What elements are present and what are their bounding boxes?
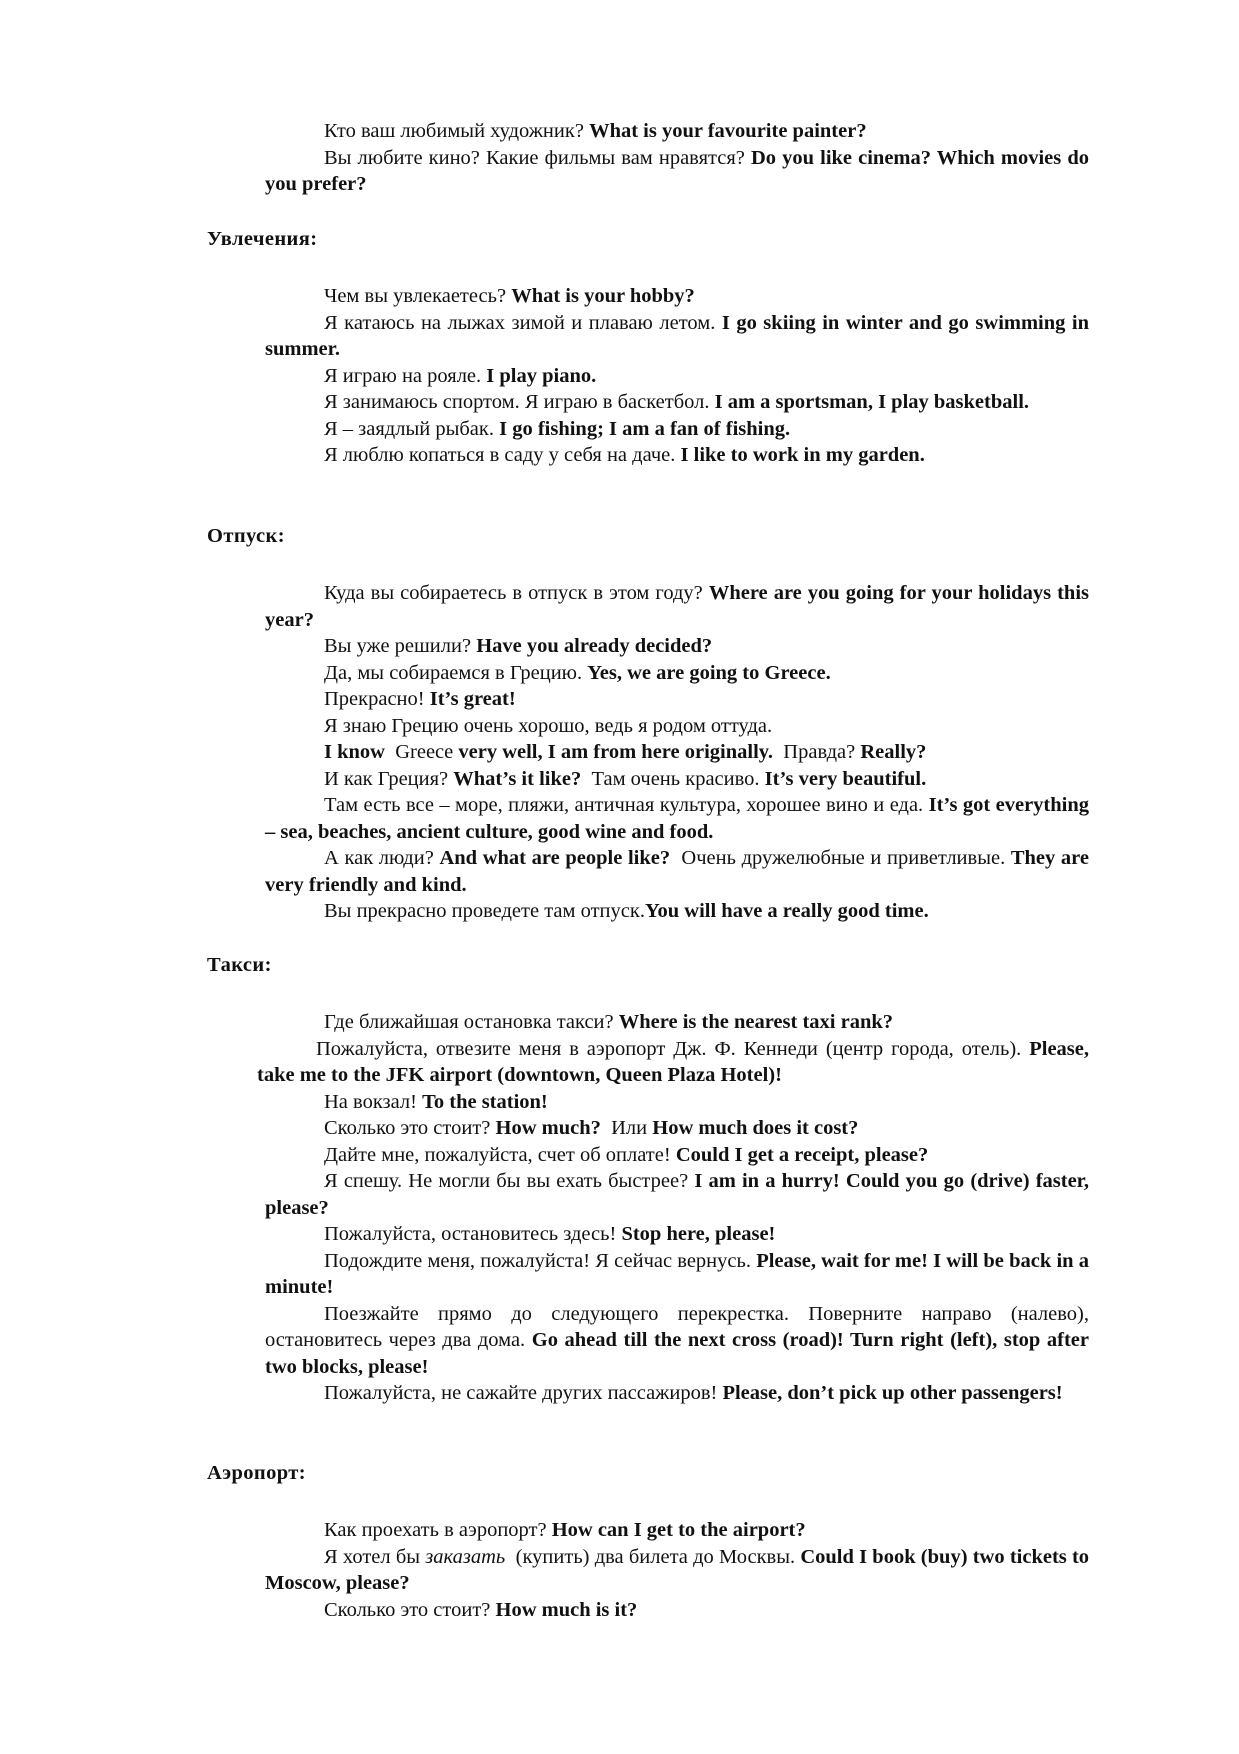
intro-block xyxy=(265,118,1089,198)
phrase-line: Где ближайшая остановка такси? Where is the nearest taxi rank? xyxy=(324,1011,894,1033)
taxi-block xyxy=(257,1009,1090,1407)
phrase-line: Я играю на рояле. I play piano. xyxy=(324,364,597,387)
phrase-line: Пожалуйста, отвезите меня в аэропорт Дж. Ф. Кеннеди (центр города, отель). Please, take me to the JFK airport (downtown, Queen Plaza Hotel)! xyxy=(257,1037,1090,1086)
phrase-line: Да, мы собираемся в Грецию. Yes, we are going to Greece. xyxy=(324,661,831,684)
phrase-line: Как проехать в аэропорт? How can I get to the airport? xyxy=(324,1519,806,1541)
phrase-line: Я спешу. Не могли бы вы ехать быстрее? I am in a hurry! Could you go (drive) faster, please? xyxy=(265,1170,1090,1219)
vacation-block xyxy=(265,580,1089,925)
phrase-line: Пожалуйста, не сажайте других пассажиров! Please, don’t pick up other passengers! xyxy=(324,1382,1063,1404)
phrase-line: Я – заядлый рыбак. I go fishing; I am a fan of fishing. xyxy=(324,417,791,440)
phrase-line: Поезжайте прямо до следующего перекрестка. Поверните направо (налево), остановитесь через два дома. Go ahead till the next cross (road)! Turn right (left), stop after two blocks, please! xyxy=(265,1302,1089,1378)
phrase-line: Вы любите кино? Какие фильмы вам нравятся? Do you like cinema? Which movies do you prefer? xyxy=(265,146,1090,195)
phrase-line: Вы уже решили? Have you already decided? xyxy=(324,635,713,657)
phrase-line: Дайте мне, пожалуйста, счет об оплате! Could I get a receipt, please? xyxy=(324,1143,929,1166)
section-heading-vacation: Отпуск: xyxy=(207,525,285,547)
phrase-line: Прекрасно! It’s great! xyxy=(324,688,516,710)
phrase-line: Я хотел бы заказать (купить) два билета до Москвы. Could I book (buy) two tickets to Moscow, please? xyxy=(265,1545,1090,1594)
phrase-line: Пожалуйста, остановитесь здесь! Stop here, please! xyxy=(324,1223,776,1245)
phrase-line: Вы прекрасно проведете там отпуск.You will have a really good time. xyxy=(324,900,929,922)
phrase-line: Я люблю копаться в саду у себя на даче. I like to work in my garden. xyxy=(324,444,925,466)
section-heading-hobbies: Увлечения: xyxy=(207,228,318,250)
phrase-line: И как Греция? What’s it like? Там очень красиво. It’s very beautiful. xyxy=(324,767,927,790)
airport-block xyxy=(265,1517,1089,1623)
section-heading-taxi: Такси: xyxy=(207,954,272,976)
phrase-line: Сколько это стоит? How much? Или How much does it cost? xyxy=(324,1117,859,1139)
phrase-line: Подождите меня, пожалуйста! Я сейчас вернусь. Please, wait for me! I will be back in a minute! xyxy=(265,1249,1089,1298)
phrase-line: I know Greece very well, I am from here originally. Правда? Really? xyxy=(324,741,927,763)
phrase-line: Чем вы увлекаетесь? What is your hobby? xyxy=(324,285,695,307)
section-heading-airport: Аэропорт: xyxy=(207,1462,307,1484)
phrase-line: А как люди? And what are people like? Очень дружелюбные и приветливые. They are very friendly and kind. xyxy=(265,847,1090,896)
phrase-line: Я катаюсь на лыжах зимой и плаваю летом. I go skiing in winter and go swimming in summer. xyxy=(265,311,1089,360)
phrase-line: Там есть все – море, пляжи, античная культура, хорошее вино и еда. It’s got everything – sea, beaches, ancient culture, good wine and food. xyxy=(265,794,1090,843)
phrase-line: Кто ваш любимый художник? What is your favourite painter? xyxy=(324,120,867,142)
phrase-line: На вокзал! To the station! xyxy=(324,1090,548,1113)
phrase-line: Я занимаюсь спортом. Я играю в баскетбол. I am a sportsman, I play basketball. xyxy=(324,391,1030,413)
phrase-line: Сколько это стоит? How much is it? xyxy=(324,1598,638,1621)
hobbies-block xyxy=(265,283,1089,469)
phrase-line: Куда вы собираетесь в отпуск в этом году? Where are you going for your holidays this year? xyxy=(265,582,1089,631)
phrase-line: Я знаю Грецию очень хорошо, ведь я родом оттуда. xyxy=(324,714,773,737)
